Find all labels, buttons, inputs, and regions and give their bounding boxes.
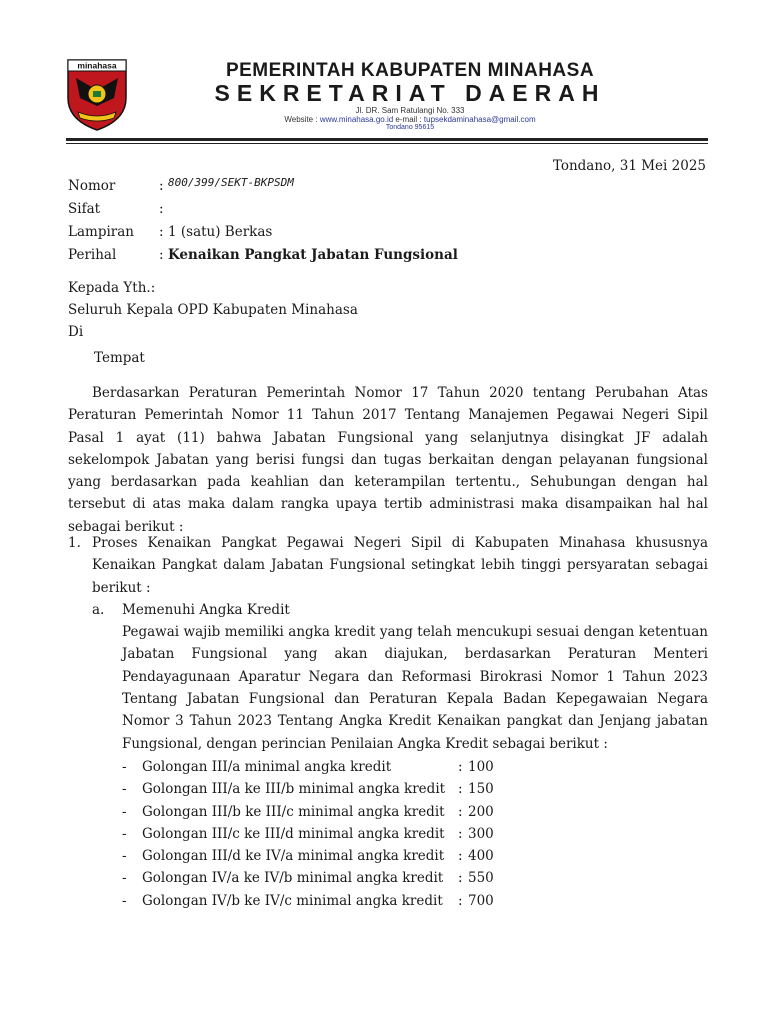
grade-dash: - — [122, 870, 127, 887]
grade-row — [122, 778, 708, 800]
recipient-block — [68, 277, 358, 369]
office-title: SEKRETARIAT DAERAH — [214, 80, 606, 106]
sub-item-letter: a. — [92, 601, 105, 618]
recipient-di: Di — [68, 324, 84, 340]
grade-colon: : — [458, 781, 463, 798]
list-item — [68, 532, 708, 912]
meta-colon: : — [159, 247, 164, 263]
grade-colon: : — [458, 870, 463, 887]
meta-label: Lampiran — [68, 224, 134, 240]
email-label: e-mail : — [395, 115, 422, 124]
list-item-text: Proses Kenaikan Pangkat Pegawai Negeri Sipil di Kabupaten Minahasa khususnya Kenaikan Pangkat dalam Jabatan Fungsional setingkat lebih tinggi persyaratan sebagai berikut : — [92, 535, 708, 596]
sub-item-title: Memenuhi Angka Kredit — [122, 601, 290, 618]
meta-label: Nomor — [68, 178, 116, 194]
grade-row — [122, 756, 708, 778]
meta-value-handwritten: 800/399/SEKT-BKPSDM — [168, 176, 294, 189]
grade-colon: : — [458, 848, 463, 865]
recipient-salutation: Kepada Yth.: — [68, 280, 156, 296]
grade-colon: : — [458, 825, 463, 842]
grade-text: Golongan III/a minimal angka kredit — [142, 758, 392, 775]
grade-row — [122, 823, 708, 845]
office-address: Jl. DR. Sam Ratulangi No. 333 — [355, 106, 465, 115]
list-number: 1. — [68, 535, 81, 551]
grade-value: 100 — [468, 758, 494, 775]
government-title: PEMERINTAH KABUPATEN MINAHASA — [225, 60, 595, 81]
minahasa-logo-icon — [66, 58, 128, 132]
grade-dash: - — [122, 892, 127, 909]
grade-value: 400 — [468, 848, 494, 865]
grade-list — [122, 756, 708, 912]
grade-colon: : — [458, 758, 463, 775]
letterhead-divider-thick — [66, 138, 708, 141]
meta-colon: : — [159, 178, 164, 194]
recipient-name: Seluruh Kepala OPD Kabupaten Minahasa — [68, 302, 358, 318]
list-item-1 — [68, 532, 708, 912]
place-date: Tondano, 31 Mei 2025 — [552, 158, 706, 174]
letterhead-divider-thin — [66, 143, 708, 144]
grade-value: 700 — [468, 892, 494, 909]
grade-dash: - — [122, 758, 127, 775]
meta-value-subject: Kenaikan Pangkat Jabatan Fungsional — [168, 247, 458, 263]
meta-colon: : — [159, 224, 164, 240]
sub-item-text: Pegawai wajib memiliki angka kredit yang telah mencukupi sesuai dengan ketentuan Jabatan Fungsional yang akan diajukan, berdasarkan Peraturan Menteri Pendayagunaan Aparatur Negara dan Reformasi Birokrasi Nomor 1 Tahun 2023 Tentang Jabatan Fungsional dan Peraturan Kepala Badan Kepegawaian Negara Nomor 3 Tahun 2023 Tentang Angka Kredit Kenaikan pangkat dan Jenjang jabatan Fungsional, dengan perincian Penilaian Angka Kredit sebagai berikut : — [122, 624, 708, 752]
grade-row — [122, 890, 708, 912]
logo-wordmark: minahasa — [77, 60, 117, 71]
grade-text: Golongan III/c ke III/d minimal angka kredit — [142, 825, 445, 842]
website-label: Website : — [284, 115, 318, 124]
grade-text: Golongan IV/b ke IV/c minimal angka kredit — [142, 892, 443, 909]
grade-dash: - — [122, 781, 127, 798]
email-link[interactable]: tupsekdaminahasa@gmail.com — [423, 115, 536, 124]
grade-colon: : — [458, 892, 463, 909]
postal-code: Tondano 95615 — [385, 124, 435, 131]
grade-value: 550 — [468, 870, 494, 887]
grade-text: Golongan III/d ke IV/a minimal angka kredit — [142, 848, 445, 865]
sub-item-a — [92, 599, 708, 912]
grade-dash: - — [122, 848, 127, 865]
grade-row — [122, 801, 708, 823]
grade-value: 200 — [468, 803, 494, 820]
grade-value: 300 — [468, 825, 494, 842]
website-link[interactable]: www.minahasa.go.id — [319, 115, 394, 124]
grade-row — [122, 867, 708, 889]
grade-row — [122, 845, 708, 867]
grade-dash: - — [122, 825, 127, 842]
recipient-place: Tempat — [94, 350, 145, 366]
grade-text: Golongan III/b ke III/c minimal angka kredit — [142, 803, 445, 820]
grade-text: Golongan IV/a ke IV/b minimal angka kredit — [142, 870, 444, 887]
meta-label: Sifat — [68, 201, 101, 217]
contact-line — [150, 115, 670, 124]
meta-label: Perihal — [68, 247, 117, 263]
intro-paragraph: Berdasarkan Peraturan Pemerintah Nomor 17 Tahun 2020 tentang Perubahan Atas Peraturan Pemerintah Nomor 11 Tahun 2017 Tentang Manajemen Pegawai Negeri Sipil Pasal 1 ayat (11) bahwa Jabatan Fungsional yang selanjutnya disingkat JF adalah sekelompok Jabatan yang berisi fungsi dan tugas berkaitan dengan pelayanan fungsional yang berdasarkan pada keahlian dan keterampilan tertentu., Sehubungan dengan hal tersebut di atas maka dalam rangka upaya tertib administrasi maka disampaikan hal hal sebagai berikut : — [68, 385, 708, 535]
grade-text: Golongan III/a ke III/b minimal angka kredit — [142, 781, 446, 798]
meta-value: 1 (satu) Berkas — [168, 224, 273, 240]
meta-colon: : — [159, 201, 164, 217]
grade-colon: : — [458, 803, 463, 820]
grade-dash: - — [122, 803, 127, 820]
grade-value: 150 — [468, 781, 494, 798]
